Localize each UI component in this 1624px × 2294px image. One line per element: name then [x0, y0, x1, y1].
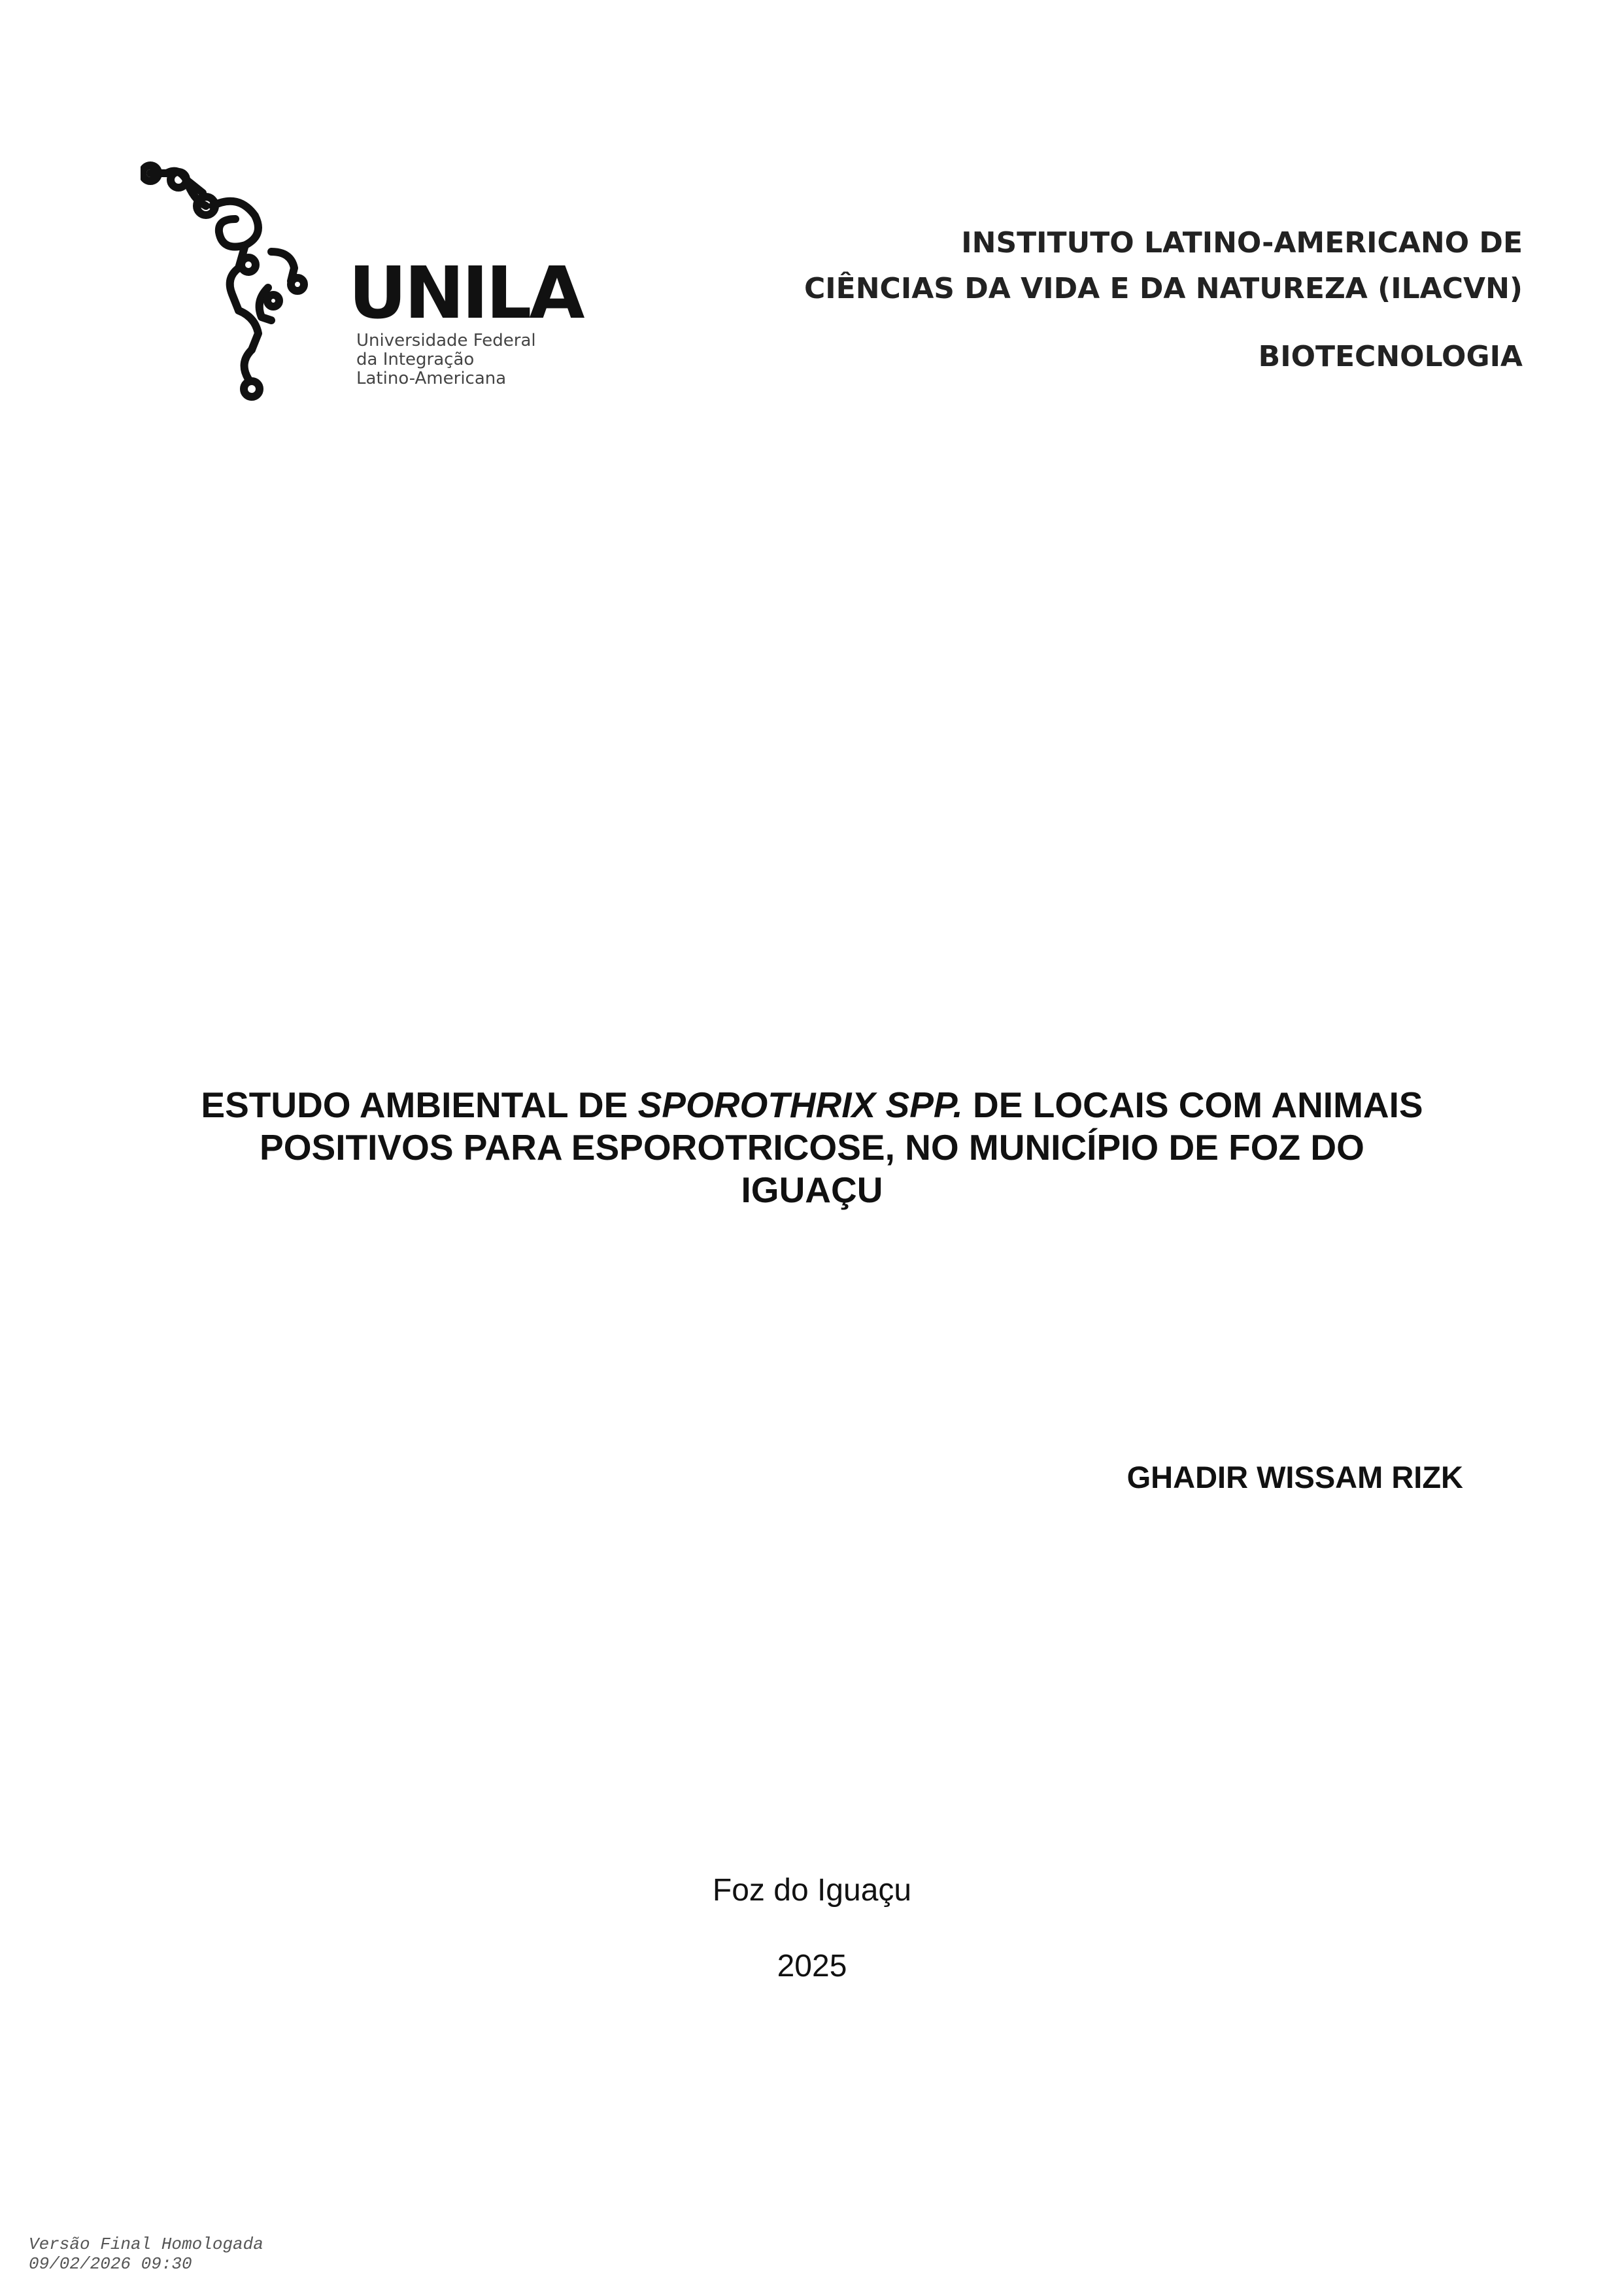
title-line-3: IGUAÇU	[741, 1170, 883, 1210]
title-part-2: DE LOCAIS COM ANIMAIS	[962, 1085, 1423, 1125]
institution-logo	[141, 154, 583, 415]
document-title	[131, 1084, 1493, 1211]
year: 2025	[777, 1949, 847, 1983]
institute-line-2: CIÊNCIAS DA VIDA E DA NATUREZA (ILACVN)	[804, 272, 1523, 305]
logo-subtitle-line-2: da Integração	[356, 350, 475, 369]
logo-subtitle	[356, 331, 536, 388]
title-part-1: ESTUDO AMBIENTAL DE	[201, 1085, 638, 1125]
title-line-2: POSITIVOS PARA ESPOROTRICOSE, NO MUNICÍPIO DE FOZ DO	[260, 1127, 1364, 1168]
course-name: BIOTECNOLOGIA	[1258, 340, 1523, 373]
institute-line-1: INSTITUTO LATINO-AMERICANO DE	[961, 226, 1523, 260]
version-stamp-line-2: 09/02/2026 09:30	[29, 2254, 192, 2274]
city: Foz do Iguaçu	[712, 1873, 912, 1908]
logo-subtitle-line-3: Latino-Americana	[356, 369, 507, 388]
logo-subtitle-line-1: Universidade Federal	[356, 331, 536, 350]
version-stamp	[29, 2235, 263, 2274]
logo-wordmark: UNILA	[348, 251, 583, 335]
title-italic-species: SPOROTHRIX SPP.	[637, 1085, 963, 1125]
unila-logo-icon	[141, 154, 350, 415]
version-stamp-line-1: Versão Final Homologada	[29, 2235, 263, 2254]
author-name: GHADIR WISSAM RIZK	[1126, 1460, 1463, 1494]
